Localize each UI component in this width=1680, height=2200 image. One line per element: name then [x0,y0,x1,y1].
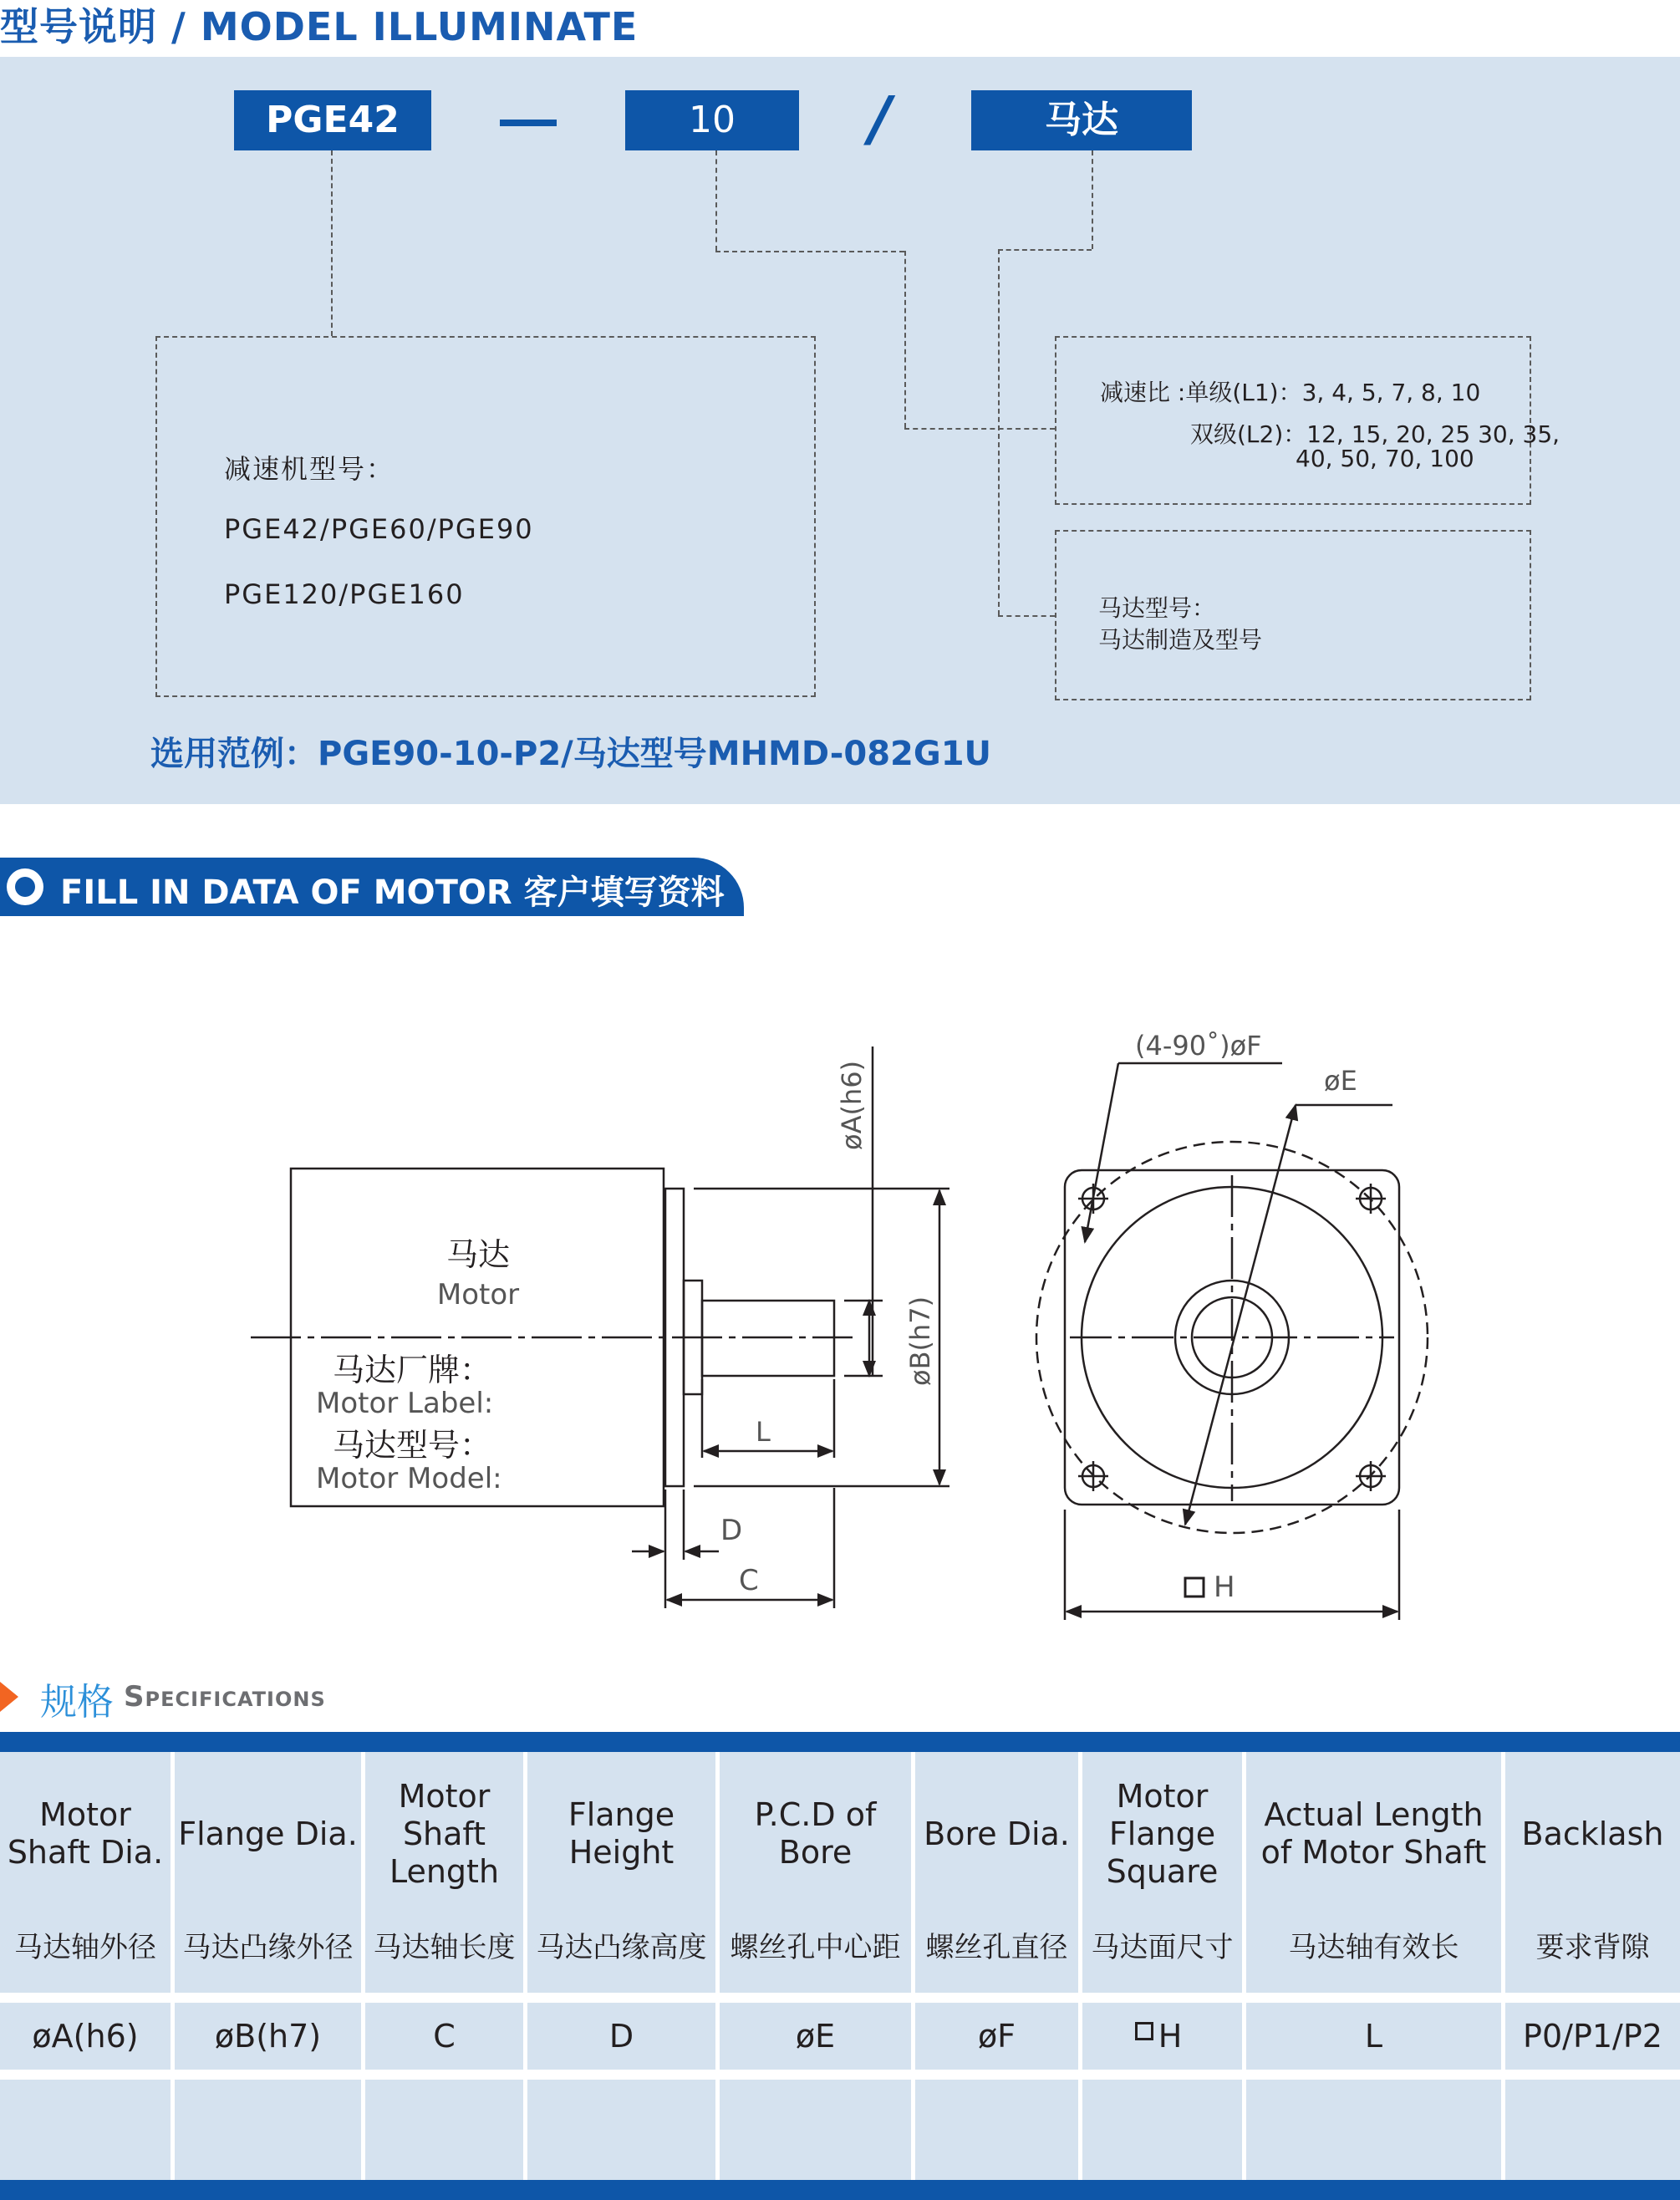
col-header-cn: 螺丝孔中心距 [730,1931,901,1964]
dim-label-F: (4-90˚)øF [1135,1030,1262,1062]
drawing-model-en: Motor Model: [316,1462,502,1495]
col-header-cn: 马达凸缘高度 [536,1931,707,1964]
connector-series [331,150,333,336]
col-symbol: øA(h6) [32,2018,139,2055]
connector-ratio-v2 [904,251,906,428]
drawing-motor-cn: 马达 [445,1236,511,1273]
table-bottom-bar [0,2180,1680,2200]
motor-dimension-drawing [0,1003,1680,1638]
col-header-en: Motor Flange Square [1106,1777,1219,1890]
dim-label-L: L [756,1416,771,1448]
col-header-en: P.C.D of Bore [754,1796,877,1871]
code-box-ratio: 10 [625,90,799,150]
drawing-label-en: Motor Label: [316,1387,494,1420]
bullet-dot-icon [15,877,35,897]
col-header-en: Flange Dia. [178,1815,358,1852]
col-header-en: Backlash [1521,1815,1664,1852]
ratio-line1: 减速比 :单级(L1)：3, 4, 5, 7, 8, 10 [1100,379,1481,406]
col-symbol: C [433,2018,456,2055]
col-symbol: øF [977,2018,1016,2055]
col-header-cn: 要求背隙 [1535,1931,1650,1964]
selection-example: 选用范例：PGE90-10-P2/马达型号MHMD-082G1U [150,735,992,773]
col-symbol: L [1364,2018,1383,2055]
code-box-motor: 马达 [971,90,1192,150]
col-header-cn: 马达轴有效长 [1288,1931,1459,1964]
col-symbol: øE [795,2018,836,2055]
spec-arrow-icon [0,1682,18,1712]
col-header-cn: 马达轴外径 [14,1931,156,1964]
col-header-cn: 马达轴长度 [373,1931,516,1964]
motor-model-line1: 马达型号： [1098,594,1216,622]
connector-ratio-h1 [715,251,904,252]
connector-motor-h1 [998,249,1092,251]
col-header-en: Motor Shaft Length [389,1777,500,1890]
square-symbol-icon [1185,1578,1204,1597]
dim-label-H: H [1214,1571,1235,1604]
col-header-en: Actual Length of Motor Shaft [1260,1796,1487,1871]
code-separator-dash [500,120,557,126]
dim-label-D: D [720,1514,743,1547]
square-symbol-icon [1135,2022,1153,2040]
drawing-motor-en: Motor [436,1278,520,1311]
connector-motor-h2 [998,615,1055,617]
table-top-bar [0,1732,1680,1752]
col-header-cn: 螺丝孔直径 [925,1931,1068,1964]
dim-label-B: øB(h7) [904,1296,936,1386]
bolt-hole-br [1356,1461,1386,1491]
spec-title-en: Specifications [124,1680,326,1714]
col-symbol: øB(h7) [214,2018,322,2055]
bolt-hole-bl [1078,1461,1108,1491]
reducer-model-line1: PGE42/PGE60/PGE90 [224,513,534,545]
bolt-hole-tr [1356,1184,1386,1214]
code-separator-slash: / [869,84,892,154]
connector-ratio-h2 [904,428,1055,430]
table-row-blank [0,2080,1680,2180]
reducer-model-line2: PGE120/PGE160 [224,578,465,610]
spec-title-cn: 规格 [40,1681,114,1724]
col-symbol: H [1158,2018,1183,2055]
fill-section-title: FILL IN DATA OF MOTOR 客户填写资料 [60,873,725,912]
dim-label-E: øE [1324,1065,1357,1097]
ratio-line2: 双级(L2)：12, 15, 20, 25 30, 35, [1190,420,1560,448]
dim-label-A: øA(h6) [836,1060,868,1150]
connector-motor-v2 [998,249,1000,615]
col-header-en: Flange Height [568,1796,675,1871]
col-header-en: Bore Dia. [924,1815,1070,1852]
motor-model-line2: 马达制造及型号 [1098,626,1263,654]
model-section-title: 型号说明 / MODEL ILLUMINATE [0,4,639,49]
connector-motor-v1 [1092,150,1093,249]
col-header-cn: 马达面尺寸 [1091,1931,1234,1964]
connector-ratio-v1 [715,150,717,251]
col-header-cn: 马达凸缘外径 [182,1931,354,1964]
drawing-label-cn: 马达厂牌： [333,1352,492,1388]
col-symbol: P0/P1/P2 [1523,2018,1662,2055]
drawing-model-cn: 马达型号： [333,1427,492,1464]
code-box-series: PGE42 [234,90,431,150]
col-symbol: D [608,2018,634,2055]
col-header-en: Motor Shaft Dia. [7,1796,164,1871]
ratio-line3: 40, 50, 70, 100 [1296,445,1474,472]
reducer-model-label: 减速机型号： [224,453,395,485]
dim-label-C: C [739,1564,759,1597]
